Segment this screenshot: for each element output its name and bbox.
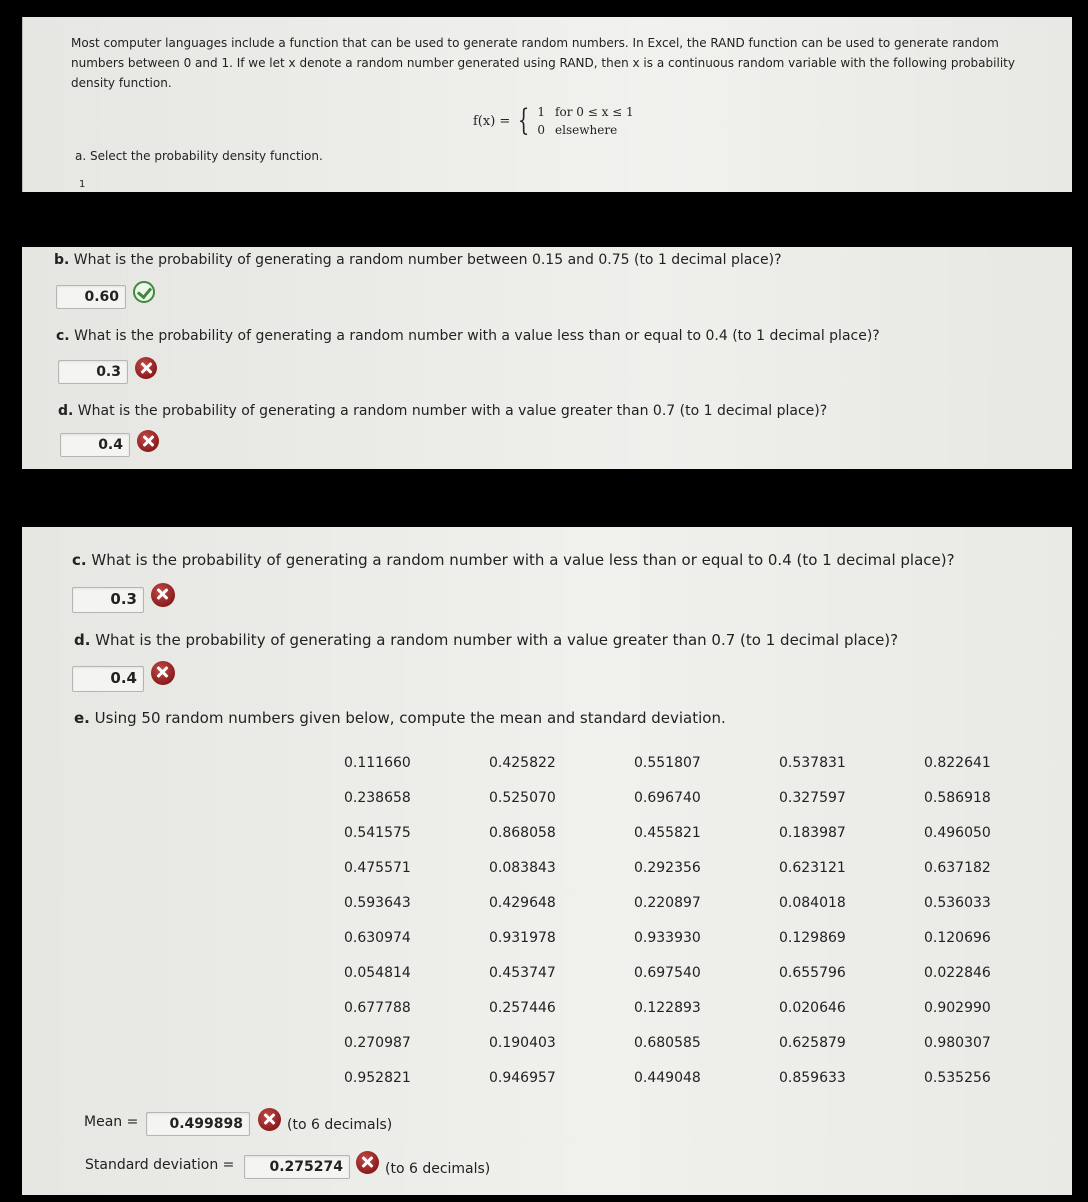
question-label: c.	[56, 328, 70, 344]
question-label: c.	[72, 551, 87, 569]
table-row	[332, 930, 1057, 965]
formula-cases	[537, 103, 633, 139]
table-cell: 0.946957	[489, 1070, 556, 1086]
table-cell: 0.496050	[924, 825, 991, 841]
questions-panel-1	[22, 247, 1072, 469]
table-cell: 0.190403	[489, 1035, 556, 1051]
table-cell: 0.054814	[344, 965, 411, 981]
table-row	[332, 790, 1057, 825]
x-mark-icon	[137, 430, 159, 452]
case-value: 1	[537, 105, 546, 119]
table-row	[332, 1000, 1057, 1035]
table-cell: 0.822641	[924, 755, 991, 771]
table-cell: 0.537831	[779, 755, 846, 771]
question-e	[74, 709, 726, 727]
question-text: Using 50 random numbers given below, compute the mean and standard deviation.	[94, 709, 726, 727]
table-cell: 0.541575	[344, 825, 411, 841]
table-cell: 0.429648	[489, 895, 556, 911]
sd-input[interactable]: 0.275274	[244, 1155, 350, 1179]
table-cell: 0.931978	[489, 930, 556, 946]
answer-b-input[interactable]: 0.60	[56, 285, 126, 309]
table-cell: 0.257446	[489, 1000, 556, 1016]
table-cell: 0.453747	[489, 965, 556, 981]
table-cell: 0.111660	[344, 755, 411, 771]
table-cell: 0.425822	[489, 755, 556, 771]
table-row	[332, 1035, 1057, 1070]
question-d	[58, 403, 827, 419]
case-value: 0	[537, 123, 546, 137]
x-mark-icon	[151, 583, 175, 607]
table-cell: 0.952821	[344, 1070, 411, 1086]
table-cell: 0.525070	[489, 790, 556, 806]
table-cell: 0.220897	[634, 895, 701, 911]
page-marker: 1	[79, 179, 86, 190]
question-text: What is the probability of generating a random number between 0.15 and 0.75 (to 1 decimal place)?	[73, 252, 782, 268]
table-cell: 0.859633	[779, 1070, 846, 1086]
table-cell: 0.623121	[779, 860, 846, 876]
table-cell: 0.933930	[634, 930, 701, 946]
table-cell: 0.868058	[489, 825, 556, 841]
table-cell: 0.022846	[924, 965, 991, 981]
table-row	[332, 755, 1057, 790]
table-cell: 0.593643	[344, 895, 411, 911]
table-cell: 0.680585	[634, 1035, 701, 1051]
case-condition: for 0 ≤ x ≤ 1	[555, 105, 634, 119]
table-cell: 0.625879	[779, 1035, 846, 1051]
table-cell: 0.655796	[779, 965, 846, 981]
table-cell: 0.455821	[634, 825, 701, 841]
x-mark-icon	[135, 357, 157, 379]
question-b	[54, 252, 782, 268]
x-mark-icon	[151, 661, 175, 685]
table-cell: 0.696740	[634, 790, 701, 806]
table-cell: 0.551807	[634, 755, 701, 771]
question-c	[72, 551, 955, 569]
table-row	[332, 1070, 1057, 1105]
table-cell: 0.129869	[779, 930, 846, 946]
question-label: d.	[58, 403, 74, 419]
table-cell: 0.637182	[924, 860, 991, 876]
table-cell: 0.327597	[779, 790, 846, 806]
mean-input[interactable]: 0.499898	[146, 1112, 250, 1136]
answer-c-input[interactable]: 0.3	[58, 360, 128, 384]
question-text: What is the probability of generating a random number with a value less than or equal to 0.4 (to 1 decimal place)?	[91, 551, 955, 569]
question-label: e.	[74, 709, 90, 727]
table-cell: 0.270987	[344, 1035, 411, 1051]
sd-label: Standard deviation =	[85, 1157, 235, 1173]
table-cell: 0.292356	[634, 860, 701, 876]
question-label: d.	[74, 631, 91, 649]
table-cell: 0.020646	[779, 1000, 846, 1016]
x-mark-icon	[258, 1108, 281, 1131]
mean-label: Mean =	[84, 1114, 139, 1130]
question-text: What is the probability of generating a random number with a value greater than 0.7 (to 1 decimal place)?	[77, 403, 828, 419]
table-cell: 0.083843	[489, 860, 556, 876]
table-row	[332, 860, 1057, 895]
table-cell: 0.980307	[924, 1035, 991, 1051]
table-cell: 0.449048	[634, 1070, 701, 1086]
table-cell: 0.536033	[924, 895, 991, 911]
question-label: b.	[54, 252, 70, 268]
table-cell: 0.535256	[924, 1070, 991, 1086]
table-cell: 0.902990	[924, 1000, 991, 1016]
answer-c-input[interactable]: 0.3	[72, 587, 144, 613]
problem-intro-panel	[22, 17, 1072, 192]
table-cell: 0.677788	[344, 1000, 411, 1016]
intro-text: Most computer languages include a function that can be used to generate random numbers. In Excel, the RAND function can be used to generate random numbers between 0 and 1. If we let x denote a random number generated using RAND, then x is a continuous random variable with the following probability density function.	[71, 36, 1015, 90]
table-cell: 0.697540	[634, 965, 701, 981]
mean-precision-hint: (to 6 decimals)	[287, 1117, 393, 1133]
table-cell: 0.084018	[779, 895, 846, 911]
question-d	[74, 631, 898, 649]
formula-brace: {	[518, 103, 530, 138]
random-numbers-table	[332, 755, 1057, 1105]
table-cell: 0.122893	[634, 1000, 701, 1016]
table-cell: 0.120696	[924, 930, 991, 946]
sd-precision-hint: (to 6 decimals)	[385, 1161, 491, 1177]
table-cell: 0.183987	[779, 825, 846, 841]
case-condition: elsewhere	[555, 123, 618, 137]
question-c	[56, 328, 880, 344]
question-text: What is the probability of generating a random number with a value less than or equal to 0.4 (to 1 decimal place)?	[74, 328, 880, 344]
pdf-formula	[473, 103, 634, 139]
table-cell: 0.475571	[344, 860, 411, 876]
questions-panel-2	[22, 527, 1072, 1195]
part-a-text: a. Select the probability density function.	[75, 149, 323, 163]
answer-d-input[interactable]: 0.4	[72, 666, 144, 692]
x-mark-icon	[356, 1151, 379, 1174]
table-row	[332, 965, 1057, 1000]
table-cell: 0.630974	[344, 930, 411, 946]
answer-d-input[interactable]: 0.4	[60, 433, 130, 457]
table-row	[332, 825, 1057, 860]
table-row	[332, 895, 1057, 930]
formula-lhs: f(x) =	[473, 113, 511, 129]
table-cell: 0.586918	[924, 790, 991, 806]
question-text: What is the probability of generating a random number with a value greater than 0.7 (to 1 decimal place)?	[95, 631, 899, 649]
table-cell: 0.238658	[344, 790, 411, 806]
check-icon	[133, 281, 155, 303]
